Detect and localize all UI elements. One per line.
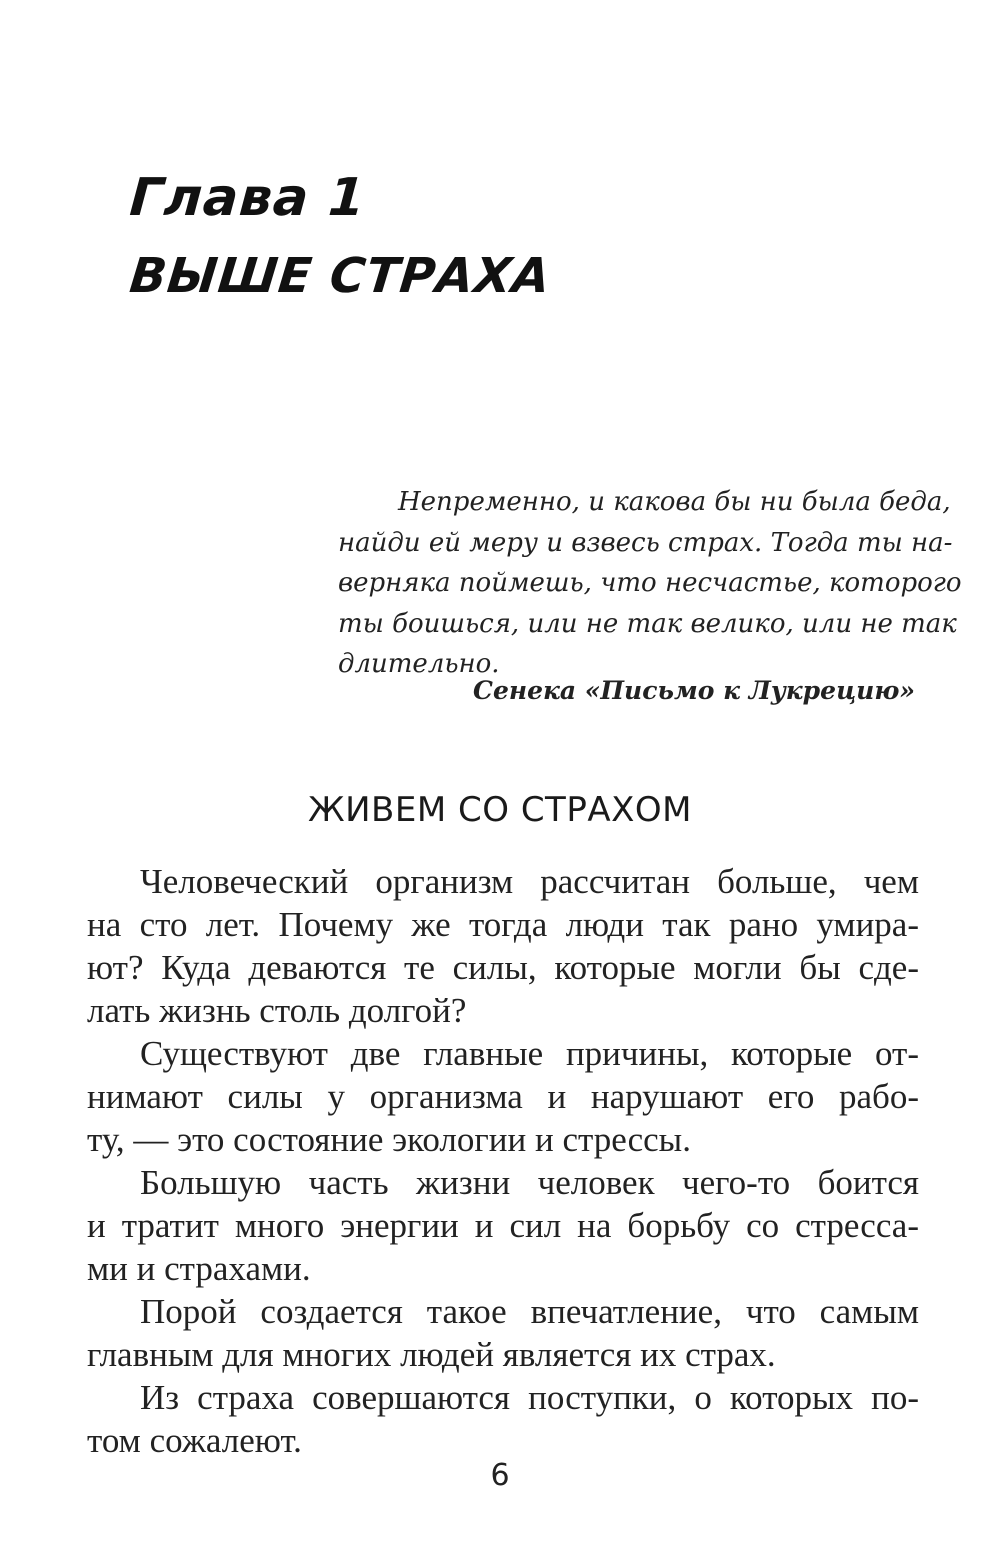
body-line: Порой создается такое впечатление, что самым — [140, 1292, 919, 1331]
epigraph-line: Непременно, и какова бы ни была беда, — [398, 487, 951, 517]
body-line: Большую часть жизни человек чего-то боится — [140, 1163, 919, 1202]
body-line: том сожалеют. — [87, 1421, 302, 1460]
body-line: Существуют две главные причины, которые от- — [140, 1034, 919, 1073]
epigraph-line: верняка поймешь, что несчастье, которого — [338, 568, 962, 598]
body-line: Из страха совершаются поступки, о которых по- — [140, 1378, 919, 1417]
body-line: ми и страхами. — [87, 1249, 311, 1288]
page-number: 6 — [490, 1458, 510, 1493]
body-line: ту, — это состояние экологии и стрессы. — [87, 1120, 691, 1159]
epigraph-line: длительно. — [338, 649, 500, 679]
epigraph-line: ты боишься, или не так велико, или не так — [338, 608, 957, 639]
body-line: и тратит много энергии и сил на борьбу со стресса- — [87, 1206, 919, 1245]
body-line: на сто лет. Почему же тогда люди так рано умира- — [87, 905, 919, 944]
epigraph-source: Сенека «Письмо к Лукрецию» — [473, 676, 915, 705]
section-heading: ЖИВЕМ СО СТРАХОМ — [308, 790, 692, 830]
body-line: лать жизнь столь долгой? — [87, 991, 467, 1030]
chapter-title: ВЫШЕ СТРАХА — [127, 248, 554, 304]
body-line: Человеческий организм рассчитан больше, чем — [140, 862, 919, 901]
chapter-label: Глава 1 — [127, 168, 368, 228]
body-line: нимают силы у организма и нарушают его рабо- — [87, 1077, 919, 1116]
body-text — [87, 860, 919, 1462]
body-line: ют? Куда деваются те силы, которые могли бы сде- — [87, 948, 919, 987]
epigraph — [338, 482, 962, 685]
epigraph-line: найди ей меру и взвесь страх. Тогда ты на- — [338, 527, 953, 558]
body-line: главным для многих людей является их страх. — [87, 1335, 776, 1374]
